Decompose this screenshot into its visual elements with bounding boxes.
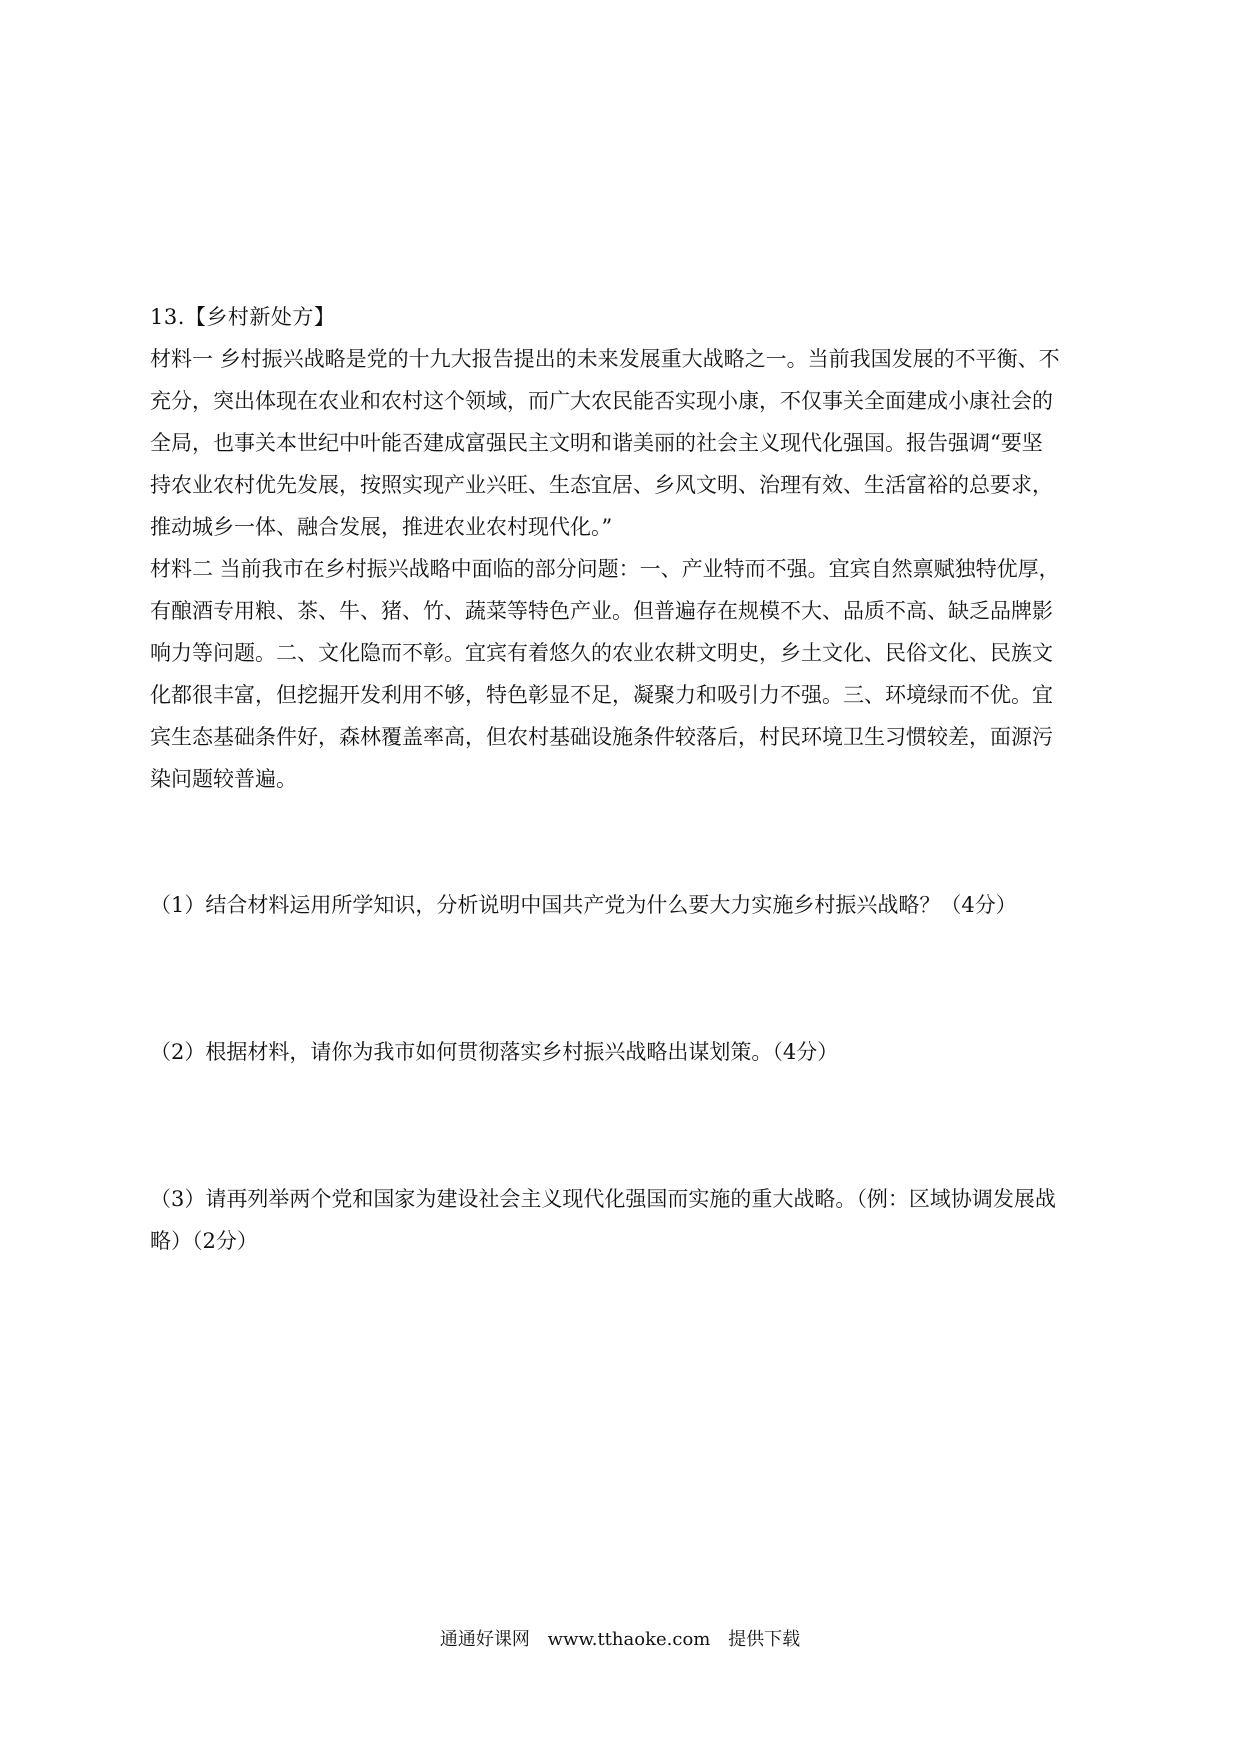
material-two-line: 材料二 当前我市在乡村振兴战略中面临的部分问题：一、产业特而不强。宜宾自然禀赋独特优厚， [150, 557, 1060, 581]
question-block [150, 296, 1090, 800]
material-two-line: 宾生态基础条件好，森林覆盖率高，但农村基础设施条件较落后，村民环境卫生习惯较差，面源污 [150, 725, 1053, 749]
material-two-line: 染问题较普遍。 [150, 767, 297, 791]
question-heading: 13.【乡村新处方】 [150, 305, 336, 329]
page-footer [0, 1625, 1240, 1655]
sub-question-2: （2）根据材料，请你为我市如何贯彻落实乡村振兴战略出谋划策。（4分） [150, 1040, 839, 1064]
material-one [150, 338, 1090, 548]
sub-question-1: （1）结合材料运用所学知识，分析说明中国共产党为什么要大力实施乡村振兴战略？（4分） [150, 893, 1017, 917]
material-one-line: 材料一 乡村振兴战略是党的十九大报告提出的未来发展重大战略之一。当前我国发展的不平衡、不 [150, 347, 1060, 371]
footer-site-name: 通通好课网 [439, 1629, 530, 1650]
sub-question-3-line: （3）请再列举两个党和国家为建设社会主义现代化强国而实施的重大战略。（例：区域协调发展战 [150, 1187, 1056, 1211]
material-two-line: 响力等问题。二、文化隐而不彰。宜宾有着悠久的农业农耕文明史，乡土文化、民俗文化、民族文 [150, 641, 1053, 665]
material-two-line: 化都很丰富，但挖掘开发利用不够，特色彰显不足，凝聚力和吸引力不强。三、环境绿而不优。宜 [150, 683, 1053, 707]
footer-suffix: 提供下载 [728, 1629, 801, 1650]
material-one-line: 全局，也事关本世纪中叶能否建成富强民主文明和谐美丽的社会主义现代化强国。报告强调“要坚 [150, 431, 1043, 455]
sub-question-3 [150, 1178, 1110, 1262]
material-two-line: 有酿酒专用粮、茶、牛、猪、竹、蔬菜等特色产业。但普遍存在规模不大、品质不高、缺乏品牌影 [150, 599, 1053, 623]
sub-question-3-line: 略）（2分） [150, 1229, 258, 1253]
footer-url[interactable]: www.tthaoke.com [547, 1629, 711, 1650]
material-one-line: 推动城乡一体、融合发展，推进农业农村现代化。” [150, 515, 613, 539]
material-one-line: 充分，突出体现在农业和农村这个领域，而广大农民能否实现小康，不仅事关全面建成小康社会的 [150, 389, 1053, 413]
material-two [150, 548, 1090, 800]
material-one-line: 持农业农村优先发展，按照实现产业兴旺、生态宜居、乡风文明、治理有效、生活富裕的总要求， [150, 473, 1053, 497]
